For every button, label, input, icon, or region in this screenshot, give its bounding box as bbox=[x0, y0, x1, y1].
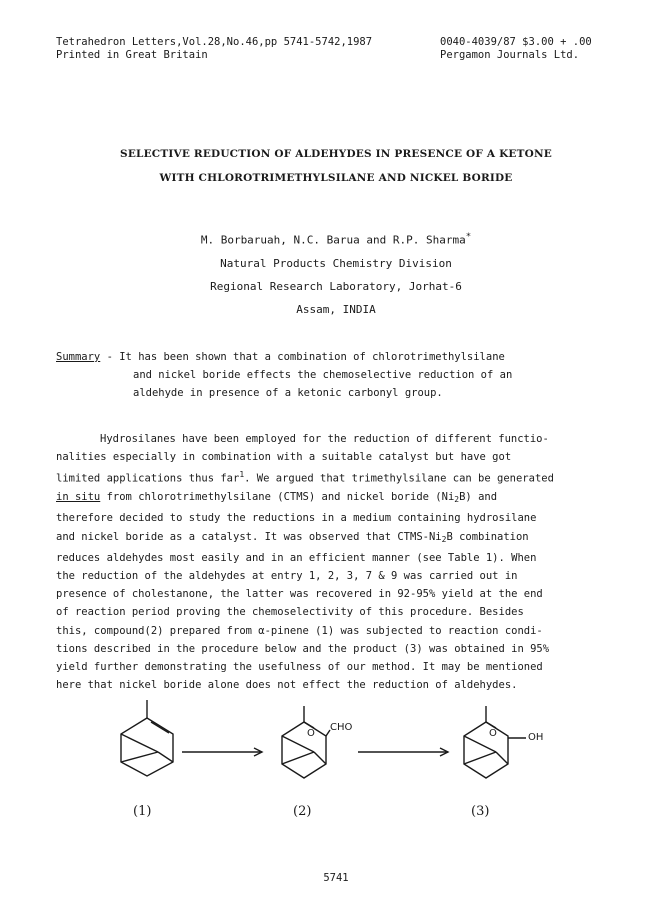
body-text: limited applications thus far bbox=[56, 472, 240, 485]
body-line: yield further demonstrating the usefulness of our method. It may be mentioned bbox=[56, 660, 543, 673]
citation-line: Tetrahedron Letters,Vol.28,No.46,pp 5741-5742,1987 bbox=[56, 36, 373, 48]
body-line: Hydrosilanes have been employed for the reduction of different functio- bbox=[100, 433, 549, 445]
body-line bbox=[56, 466, 628, 488]
keto-aldehyde-structure bbox=[282, 706, 330, 778]
body-line: the reduction of the aldehydes at entry 1, 2, 3, 7 & 9 was carried out in bbox=[56, 569, 518, 582]
author-division: Natural Products Chemistry Division bbox=[220, 256, 452, 270]
title-line-2: WITH CHLOROTRIMETHYLSILANE AND NICKEL BORIDE bbox=[159, 172, 513, 184]
reaction-scheme bbox=[0, 700, 672, 840]
summary-label: Summary bbox=[56, 351, 101, 363]
subscript: 2 bbox=[441, 534, 447, 544]
summary-line-3: aldehyde in presence of a ketonic carbonyl group. bbox=[133, 387, 443, 399]
summary-line-1: - It has been shown that a combination of chlorotrimethylsilane bbox=[100, 351, 505, 363]
summary-line-2: and nickel boride effects the chemoselective reduction of an bbox=[133, 369, 513, 381]
journal-citation bbox=[56, 36, 372, 62]
body-text: B combination bbox=[446, 530, 529, 543]
reference-mark: 1 bbox=[239, 470, 245, 480]
summary-block bbox=[56, 348, 616, 402]
aldehyde-group-label: CHO bbox=[330, 722, 353, 733]
hydroxyl-group-label: OH bbox=[528, 732, 544, 743]
body-line: this, compound(2) prepared from α-pinene (1) was subjected to reaction condi- bbox=[56, 624, 543, 637]
author-names bbox=[0, 226, 672, 252]
author-location: Assam, INDIA bbox=[296, 302, 376, 316]
body-text: B) and bbox=[459, 491, 498, 504]
subscript: 2 bbox=[454, 495, 460, 505]
compound-label-1: (1) bbox=[133, 804, 152, 819]
body-line bbox=[56, 528, 628, 549]
body-line: reduces aldehydes most easily and in an efficient manner (see Table 1). When bbox=[56, 551, 537, 564]
article-title bbox=[0, 142, 672, 190]
publisher-line: Pergamon Journals Ltd. bbox=[440, 49, 580, 61]
body-text: . We argued that trimethylsilane can be generated bbox=[244, 472, 554, 485]
body-line: therefore decided to study the reductions in a medium containing hydrosilane bbox=[56, 512, 537, 525]
keto-alcohol-structure bbox=[464, 706, 526, 778]
printed-in-line: Printed in Great Britain bbox=[56, 49, 208, 61]
in-situ-term: in situ bbox=[56, 491, 101, 504]
body-text: from chlorotrimethylsilane (CTMS) and nickel boride (Ni bbox=[100, 491, 455, 504]
compound-label-3: (3) bbox=[471, 804, 490, 819]
reaction-scheme-drawing bbox=[0, 700, 672, 840]
publisher-info bbox=[440, 36, 592, 62]
author-laboratory: Regional Research Laboratory, Jorhat-6 bbox=[210, 279, 462, 293]
body-line: tions described in the procedure below and the product (3) was obtained in 95% bbox=[56, 642, 550, 655]
ketone-oxygen-label: O bbox=[489, 728, 497, 739]
body-text: and nickel boride as a catalyst. It was observed that CTMS-Ni bbox=[56, 530, 442, 543]
body-line: here that nickel boride alone does not effect the reduction of aldehydes. bbox=[56, 679, 518, 692]
ketone-oxygen-label: O bbox=[307, 728, 315, 739]
body-paragraph bbox=[56, 430, 628, 694]
body-line: of reaction period proving the chemoselectivity of this procedure. Besides bbox=[56, 606, 524, 619]
body-line: presence of cholestanone, the latter was recovered in 92-95% yield at the end bbox=[56, 588, 543, 601]
title-line-1: SELECTIVE REDUCTION OF ALDEHYDES IN PRESENCE OF A KETONE bbox=[120, 148, 552, 160]
corresponding-author-mark: * bbox=[465, 232, 472, 242]
compound-label-2: (2) bbox=[293, 804, 312, 819]
reaction-arrow-2 bbox=[358, 748, 448, 756]
reaction-arrow-1 bbox=[182, 748, 262, 756]
page-number: 5741 bbox=[323, 872, 349, 884]
alpha-pinene-structure bbox=[121, 700, 173, 776]
issn-price-line: 0040-4039/87 $3.00 + .00 bbox=[440, 36, 592, 48]
body-line: nalities especially in combination with a suitable catalyst but have got bbox=[56, 451, 512, 464]
body-line bbox=[56, 488, 628, 509]
author-block bbox=[0, 226, 672, 321]
author-names-text: M. Borbaruah, N.C. Barua and R.P. Sharma bbox=[200, 233, 466, 247]
